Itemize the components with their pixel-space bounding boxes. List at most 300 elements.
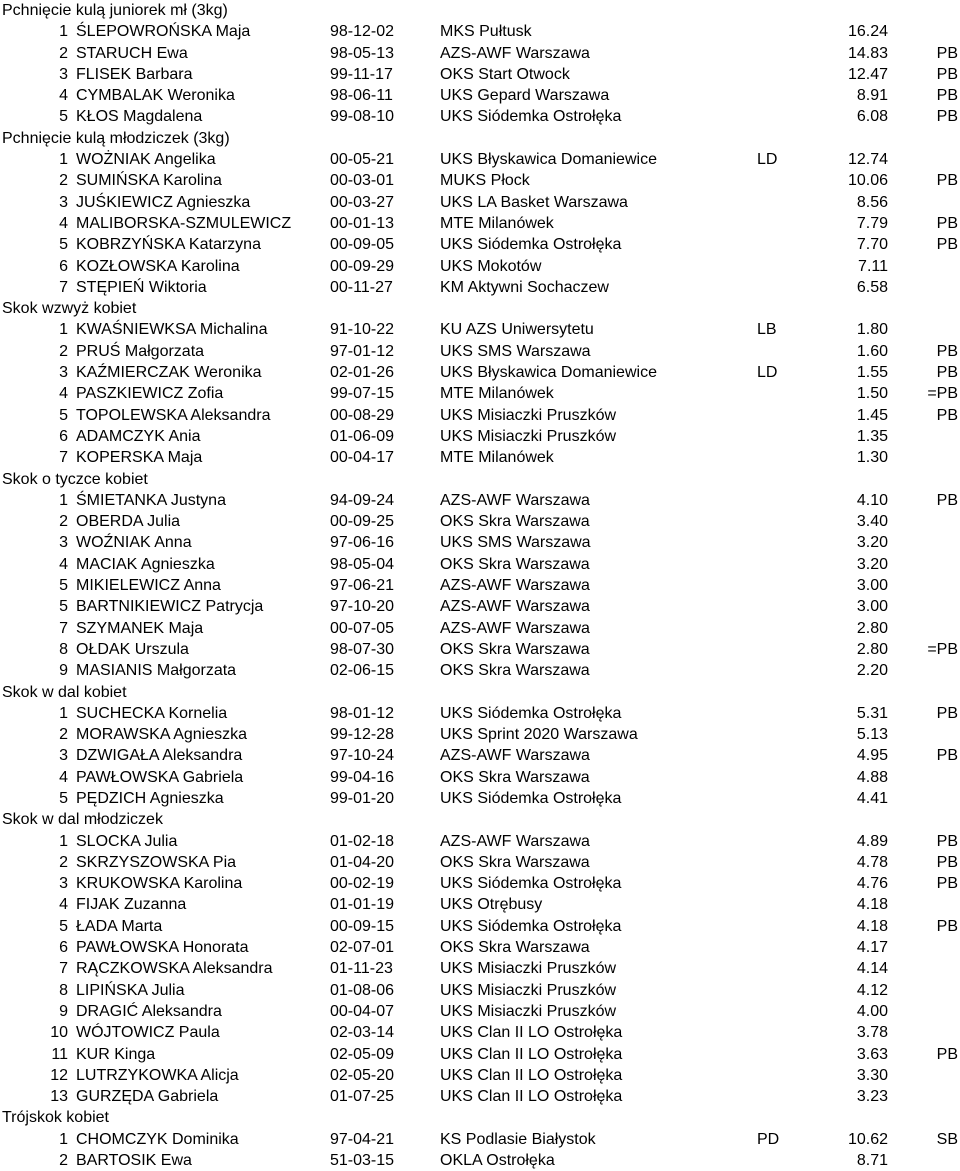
result-cell: 1.45 xyxy=(856,406,888,424)
result-cell: 3.00 xyxy=(856,598,888,616)
athlete-name-cell: KOPERSKA Maja xyxy=(76,449,203,467)
athlete-name-cell: CYMBALAK Weronika xyxy=(76,87,235,105)
birth-date-cell: 00-09-29 xyxy=(330,257,395,275)
athlete-name-cell: WÓJTOWICZ Paula xyxy=(76,1024,220,1042)
place-cell: 7 xyxy=(59,449,68,467)
birth-date-cell: 00-03-01 xyxy=(330,172,395,190)
result-cell: 12.74 xyxy=(847,151,888,169)
result-cell: 3.78 xyxy=(856,1024,888,1042)
athlete-name-cell: KUR Kinga xyxy=(76,1045,156,1063)
place-cell: 13 xyxy=(50,1088,68,1106)
athlete-name-cell: KŁOS Magdalena xyxy=(76,108,203,126)
birth-date-cell: 01-08-06 xyxy=(330,981,395,999)
club-cell: UKS Błyskawica Domaniewice xyxy=(440,364,657,382)
result-cell: 4.17 xyxy=(856,939,888,957)
club-cell: UKS Clan II LO Ostrołęka xyxy=(440,1088,623,1106)
event-title: Skok w dal kobiet xyxy=(2,683,127,701)
result-cell: 4.76 xyxy=(856,875,888,893)
event-section xyxy=(0,682,960,810)
athlete-name-cell: ŁADA Marta xyxy=(76,917,163,935)
result-row xyxy=(0,916,960,937)
result-cell: 8.56 xyxy=(856,193,888,211)
place-cell: 4 xyxy=(59,555,68,573)
result-cell: 1.55 xyxy=(856,364,888,382)
place-cell: 2 xyxy=(59,853,68,871)
record-flag-cell: PB xyxy=(936,65,958,83)
athlete-name-cell: LIPIŃSKA Julia xyxy=(76,981,185,999)
birth-date-cell: 00-09-25 xyxy=(330,513,395,531)
birth-date-cell: 02-07-01 xyxy=(330,939,395,957)
athlete-name-cell: PRUŚ Małgorzata xyxy=(76,342,205,360)
region-code-cell: LD xyxy=(757,364,778,382)
birth-date-cell: 97-10-24 xyxy=(330,747,395,765)
result-row xyxy=(0,426,960,447)
result-row xyxy=(0,1086,960,1107)
club-cell: UKS Misiaczki Pruszków xyxy=(440,981,617,999)
birth-date-cell: 00-05-21 xyxy=(330,151,395,169)
athlete-name-cell: PAWŁOWSKA Gabriela xyxy=(76,768,244,786)
birth-date-cell: 98-07-30 xyxy=(330,640,395,658)
place-cell: 8 xyxy=(59,981,68,999)
result-cell: 4.95 xyxy=(856,747,888,765)
result-cell: 1.80 xyxy=(856,321,888,339)
result-row xyxy=(0,894,960,915)
result-row xyxy=(0,937,960,958)
athlete-name-cell: GURZĘDA Gabriela xyxy=(76,1088,219,1106)
event-title: Skok o tyczce kobiet xyxy=(2,470,148,488)
result-row xyxy=(0,511,960,532)
event-title: Skok w dal młodziczek xyxy=(2,811,163,829)
record-flag-cell: PB xyxy=(936,917,958,935)
club-cell: AZS-AWF Warszawa xyxy=(440,619,590,637)
result-cell: 1.60 xyxy=(856,342,888,360)
club-cell: UKS LA Basket Warszawa xyxy=(440,193,628,211)
result-cell: 3.23 xyxy=(856,1088,888,1106)
event-section xyxy=(0,809,960,1107)
place-cell: 1 xyxy=(59,491,68,509)
athlete-name-cell: STĘPIEŃ Wiktoria xyxy=(76,278,207,296)
birth-date-cell: 01-04-20 xyxy=(330,853,395,871)
event-title: Trójskok kobiet xyxy=(2,1109,109,1127)
record-flag-cell: PB xyxy=(936,44,958,62)
result-cell: 3.63 xyxy=(856,1045,888,1063)
place-cell: 11 xyxy=(51,1045,68,1063)
athlete-name-cell: SZYMANEK Maja xyxy=(76,619,204,637)
result-cell: 7.79 xyxy=(856,214,888,232)
record-flag-cell: PB xyxy=(936,236,958,254)
athlete-name-cell: SLOCKA Julia xyxy=(76,832,178,850)
result-row xyxy=(0,703,960,724)
club-cell: OKLA Ostrołęka xyxy=(440,1152,555,1170)
place-cell: 4 xyxy=(59,385,68,403)
athlete-name-cell: SUMIŃSKA Karolina xyxy=(76,172,222,190)
place-cell: 7 xyxy=(59,619,68,637)
club-cell: MTE Milanówek xyxy=(440,449,554,467)
result-row xyxy=(0,362,960,383)
athlete-name-cell: KOBRZYŃSKA Katarzyna xyxy=(76,236,261,254)
birth-date-cell: 00-03-27 xyxy=(330,193,395,211)
record-flag-cell: =PB xyxy=(927,385,958,403)
club-cell: UKS Siódemka Ostrołęka xyxy=(440,875,622,893)
result-row xyxy=(0,1150,960,1171)
athlete-name-cell: MIKIELEWICZ Anna xyxy=(76,577,221,595)
result-cell: 5.13 xyxy=(856,726,888,744)
result-cell: 10.62 xyxy=(847,1130,888,1148)
birth-date-cell: 99-04-16 xyxy=(330,768,395,786)
place-cell: 10 xyxy=(50,1024,68,1042)
result-cell: 4.00 xyxy=(856,1002,888,1020)
place-cell: 1 xyxy=(59,321,68,339)
club-cell: UKS Siódemka Ostrołęka xyxy=(440,704,622,722)
birth-date-cell: 00-07-05 xyxy=(330,619,395,637)
record-flag-cell: PB xyxy=(936,172,958,190)
record-flag-cell: PB xyxy=(936,214,958,232)
club-cell: UKS Misiaczki Pruszków xyxy=(440,427,617,445)
birth-date-cell: 98-05-04 xyxy=(330,555,395,573)
result-cell: 3.30 xyxy=(856,1066,888,1084)
birth-date-cell: 97-06-21 xyxy=(330,577,395,595)
result-cell: 2.80 xyxy=(856,640,888,658)
result-cell: 4.88 xyxy=(856,768,888,786)
record-flag-cell: PB xyxy=(936,406,958,424)
result-cell: 6.58 xyxy=(856,278,888,296)
result-cell: 4.18 xyxy=(856,896,888,914)
result-cell: 3.40 xyxy=(856,513,888,531)
place-cell: 7 xyxy=(59,278,68,296)
result-cell: 3.00 xyxy=(856,577,888,595)
athlete-name-cell: MACIAK Agnieszka xyxy=(76,555,215,573)
athlete-name-cell: MASIANIS Małgorzata xyxy=(76,662,237,680)
place-cell: 4 xyxy=(59,896,68,914)
birth-date-cell: 02-03-14 xyxy=(330,1024,395,1042)
birth-date-cell: 01-06-09 xyxy=(330,427,395,445)
athlete-name-cell: MORAWSKA Agnieszka xyxy=(76,726,248,744)
club-cell: AZS-AWF Warszawa xyxy=(440,44,590,62)
club-cell: UKS Siódemka Ostrołęka xyxy=(440,108,622,126)
record-flag-cell: PB xyxy=(936,364,958,382)
athlete-name-cell: KRUKOWSKA Karolina xyxy=(76,875,243,893)
place-cell: 4 xyxy=(59,768,68,786)
birth-date-cell: 01-01-19 xyxy=(330,896,395,914)
event-title: Skok wzwyż kobiet xyxy=(2,300,137,318)
result-row xyxy=(0,639,960,660)
club-cell: MKS Pułtusk xyxy=(440,23,532,41)
athlete-name-cell: STARUCH Ewa xyxy=(76,44,188,62)
result-cell: 3.20 xyxy=(856,555,888,573)
result-cell: 7.11 xyxy=(858,257,888,275)
club-cell: UKS Otrębusy xyxy=(440,896,543,914)
result-row xyxy=(0,21,960,42)
club-cell: AZS-AWF Warszawa xyxy=(440,598,590,616)
club-cell: UKS Mokotów xyxy=(440,257,542,275)
result-row xyxy=(0,85,960,106)
club-cell: UKS Misiaczki Pruszków xyxy=(440,960,617,978)
result-cell: 7.70 xyxy=(856,236,888,254)
club-cell: AZS-AWF Warszawa xyxy=(440,491,590,509)
birth-date-cell: 02-06-15 xyxy=(330,662,395,680)
event-title: Pchnięcie kulą juniorek mł (3kg) xyxy=(2,2,228,19)
result-row xyxy=(0,660,960,681)
result-row xyxy=(0,852,960,873)
place-cell: 7 xyxy=(59,960,68,978)
club-cell: UKS Siódemka Ostrołęka xyxy=(440,789,622,807)
result-row xyxy=(0,618,960,639)
result-row xyxy=(0,724,960,745)
result-row xyxy=(0,447,960,468)
birth-date-cell: 97-04-21 xyxy=(330,1130,395,1148)
club-cell: OKS Skra Warszawa xyxy=(440,662,590,680)
record-flag-cell: PB xyxy=(936,747,958,765)
place-cell: 5 xyxy=(59,236,68,254)
result-row xyxy=(0,341,960,362)
athlete-name-cell: SKRZYSZOWSKA Pia xyxy=(76,853,237,871)
result-cell: 6.08 xyxy=(856,108,888,126)
athlete-name-cell: KAŹMIERCZAK Weronika xyxy=(76,364,262,382)
place-cell: 3 xyxy=(59,65,68,83)
birth-date-cell: 00-02-19 xyxy=(330,875,395,893)
athlete-name-cell: CHOMCZYK Dominika xyxy=(76,1130,239,1148)
record-flag-cell: PB xyxy=(936,875,958,893)
birth-date-cell: 97-01-12 xyxy=(330,342,395,360)
record-flag-cell: PB xyxy=(936,704,958,722)
result-cell: 14.83 xyxy=(847,44,888,62)
result-cell: 4.78 xyxy=(856,853,888,871)
place-cell: 9 xyxy=(59,662,68,680)
record-flag-cell: PB xyxy=(936,853,958,871)
place-cell: 3 xyxy=(59,364,68,382)
result-row xyxy=(0,319,960,340)
result-cell: 5.31 xyxy=(856,704,888,722)
athlete-name-cell: ADAMCZYK Ania xyxy=(76,427,201,445)
club-cell: UKS SMS Warszawa xyxy=(440,534,591,552)
result-row xyxy=(0,1065,960,1086)
record-flag-cell: PB xyxy=(936,832,958,850)
result-row xyxy=(0,1022,960,1043)
result-cell: 1.50 xyxy=(856,385,888,403)
birth-date-cell: 00-08-29 xyxy=(330,406,395,424)
club-cell: UKS SMS Warszawa xyxy=(440,342,591,360)
birth-date-cell: 98-06-11 xyxy=(330,87,393,105)
result-row xyxy=(0,256,960,277)
place-cell: 5 xyxy=(59,598,68,616)
place-cell: 2 xyxy=(59,726,68,744)
result-row xyxy=(0,767,960,788)
result-cell: 4.10 xyxy=(856,491,888,509)
result-row xyxy=(0,213,960,234)
club-cell: UKS Siódemka Ostrołęka xyxy=(440,917,622,935)
club-cell: UKS Błyskawica Domaniewice xyxy=(440,151,657,169)
place-cell: 1 xyxy=(59,832,68,850)
result-row xyxy=(0,745,960,766)
birth-date-cell: 99-07-15 xyxy=(330,385,395,403)
place-cell: 2 xyxy=(59,1152,68,1170)
birth-date-cell: 01-11-23 xyxy=(330,960,393,978)
event-section xyxy=(0,128,960,298)
club-cell: UKS Misiaczki Pruszków xyxy=(440,1002,617,1020)
club-cell: OKS Start Otwock xyxy=(440,65,570,83)
birth-date-cell: 97-06-16 xyxy=(330,534,395,552)
club-cell: OKS Skra Warszawa xyxy=(440,555,590,573)
result-row xyxy=(0,831,960,852)
birth-date-cell: 51-03-15 xyxy=(330,1152,395,1170)
club-cell: AZS-AWF Warszawa xyxy=(440,832,590,850)
place-cell: 2 xyxy=(59,172,68,190)
place-cell: 6 xyxy=(59,939,68,957)
result-cell: 1.35 xyxy=(856,427,888,445)
event-section xyxy=(0,0,960,128)
record-flag-cell: PB xyxy=(936,87,958,105)
result-row xyxy=(0,405,960,426)
birth-date-cell: 02-01-26 xyxy=(330,364,395,382)
club-cell: UKS Clan II LO Ostrołęka xyxy=(440,1024,623,1042)
place-cell: 5 xyxy=(59,108,68,126)
club-cell: UKS Sprint 2020 Warszawa xyxy=(440,726,638,744)
result-row xyxy=(0,490,960,511)
club-cell: KU AZS Uniwersytetu xyxy=(440,321,594,339)
result-cell: 2.20 xyxy=(856,662,888,680)
result-cell: 10.06 xyxy=(847,172,888,190)
birth-date-cell: 99-01-20 xyxy=(330,789,395,807)
club-cell: UKS Gepard Warszawa xyxy=(440,87,610,105)
birth-date-cell: 00-09-05 xyxy=(330,236,395,254)
result-row xyxy=(0,192,960,213)
athlete-name-cell: PAWŁOWSKA Honorata xyxy=(76,939,249,957)
region-code-cell: LB xyxy=(757,321,777,339)
athlete-name-cell: DZWIGAŁA Aleksandra xyxy=(76,747,243,765)
club-cell: OKS Skra Warszawa xyxy=(440,853,590,871)
place-cell: 4 xyxy=(59,87,68,105)
athlete-name-cell: WOŹNIAK Anna xyxy=(76,534,192,552)
athlete-name-cell: LUTRZYKOWKA Alicja xyxy=(76,1066,239,1084)
result-cell: 4.14 xyxy=(856,960,888,978)
club-cell: KM Aktywni Sochaczew xyxy=(440,278,609,296)
athlete-name-cell: KOZŁOWSKA Karolina xyxy=(76,257,240,275)
birth-date-cell: 99-12-28 xyxy=(330,726,395,744)
place-cell: 3 xyxy=(59,747,68,765)
club-cell: OKS Skra Warszawa xyxy=(440,640,590,658)
birth-date-cell: 91-10-22 xyxy=(330,321,395,339)
athlete-name-cell: FLISEK Barbara xyxy=(76,65,193,83)
birth-date-cell: 02-05-09 xyxy=(330,1045,395,1063)
record-flag-cell: PB xyxy=(936,108,958,126)
result-row xyxy=(0,149,960,170)
place-cell: 9 xyxy=(59,1002,68,1020)
club-cell: UKS Misiaczki Pruszków xyxy=(440,406,617,424)
result-row xyxy=(0,958,960,979)
club-cell: AZS-AWF Warszawa xyxy=(440,577,590,595)
birth-date-cell: 00-01-13 xyxy=(330,214,395,232)
birth-date-cell: 94-09-24 xyxy=(330,491,395,509)
place-cell: 5 xyxy=(59,789,68,807)
result-row xyxy=(0,575,960,596)
result-row xyxy=(0,873,960,894)
result-cell: 4.12 xyxy=(856,981,888,999)
place-cell: 1 xyxy=(59,704,68,722)
club-cell: UKS Clan II LO Ostrołęka xyxy=(440,1045,623,1063)
athlete-name-cell: RĄCZKOWSKA Aleksandra xyxy=(76,960,273,978)
club-cell: UKS Siódemka Ostrołęka xyxy=(440,236,622,254)
result-row xyxy=(0,43,960,64)
event-title: Pchnięcie kulą młodziczek (3kg) xyxy=(2,129,230,147)
athlete-name-cell: DRAGIĆ Aleksandra xyxy=(76,1002,222,1020)
birth-date-cell: 00-09-15 xyxy=(330,917,395,935)
birth-date-cell: 00-04-17 xyxy=(330,449,395,467)
result-row xyxy=(0,64,960,85)
birth-date-cell: 99-11-17 xyxy=(330,65,393,83)
result-cell: 2.80 xyxy=(856,619,888,637)
place-cell: 6 xyxy=(59,257,68,275)
place-cell: 1 xyxy=(59,23,68,41)
club-cell: OKS Skra Warszawa xyxy=(440,939,590,957)
result-cell: 12.47 xyxy=(847,65,888,83)
result-row xyxy=(0,234,960,255)
club-cell: KS Podlasie Białystok xyxy=(440,1130,596,1148)
region-code-cell: LD xyxy=(757,151,778,169)
birth-date-cell: 99-08-10 xyxy=(330,108,395,126)
athlete-name-cell: PĘDZICH Agnieszka xyxy=(76,789,224,807)
place-cell: 2 xyxy=(59,513,68,531)
result-cell: 1.30 xyxy=(856,449,888,467)
club-cell: OKS Skra Warszawa xyxy=(440,513,590,531)
result-row xyxy=(0,277,960,298)
result-cell: 8.71 xyxy=(856,1152,888,1170)
athlete-name-cell: SUCHECKA Kornelia xyxy=(76,704,228,722)
birth-date-cell: 98-05-13 xyxy=(330,44,395,62)
athlete-name-cell: BARTOSIK Ewa xyxy=(76,1152,192,1170)
birth-date-cell: 00-04-07 xyxy=(330,1002,395,1020)
place-cell: 5 xyxy=(59,577,68,595)
result-row xyxy=(0,532,960,553)
record-flag-cell: SB xyxy=(936,1130,958,1148)
result-row xyxy=(0,1001,960,1022)
result-cell: 8.91 xyxy=(856,87,888,105)
result-cell: 4.18 xyxy=(856,917,888,935)
place-cell: 12 xyxy=(50,1066,68,1084)
athlete-name-cell: MALIBORSKA-SZMULEWICZ xyxy=(76,214,292,232)
club-cell: MUKS Płock xyxy=(440,172,530,190)
athlete-name-cell: WOŻNIAK Angelika xyxy=(76,151,216,169)
birth-date-cell: 01-07-25 xyxy=(330,1088,395,1106)
place-cell: 8 xyxy=(59,640,68,658)
athlete-name-cell: BARTNIKIEWICZ Patrycja xyxy=(76,598,264,616)
event-section xyxy=(0,469,960,682)
region-code-cell: PD xyxy=(757,1130,780,1148)
place-cell: 3 xyxy=(59,193,68,211)
birth-date-cell: 98-12-02 xyxy=(330,23,395,41)
result-cell: 4.89 xyxy=(856,832,888,850)
result-cell: 3.20 xyxy=(856,534,888,552)
record-flag-cell: PB xyxy=(936,342,958,360)
athlete-name-cell: TOPOLEWSKA Aleksandra xyxy=(76,406,271,424)
result-row xyxy=(0,170,960,191)
club-cell: MTE Milanówek xyxy=(440,214,554,232)
athlete-name-cell: PASZKIEWICZ Zofia xyxy=(76,385,224,403)
result-row xyxy=(0,596,960,617)
club-cell: MTE Milanówek xyxy=(440,385,554,403)
result-row xyxy=(0,980,960,1001)
birth-date-cell: 97-10-20 xyxy=(330,598,395,616)
birth-date-cell: 98-01-12 xyxy=(330,704,395,722)
result-row xyxy=(0,106,960,127)
place-cell: 2 xyxy=(59,44,68,62)
place-cell: 5 xyxy=(59,917,68,935)
result-row xyxy=(0,1129,960,1150)
club-cell: AZS-AWF Warszawa xyxy=(440,747,590,765)
record-flag-cell: PB xyxy=(936,1045,958,1063)
record-flag-cell: PB xyxy=(936,491,958,509)
birth-date-cell: 01-02-18 xyxy=(330,832,395,850)
result-cell: 16.24 xyxy=(847,23,888,41)
